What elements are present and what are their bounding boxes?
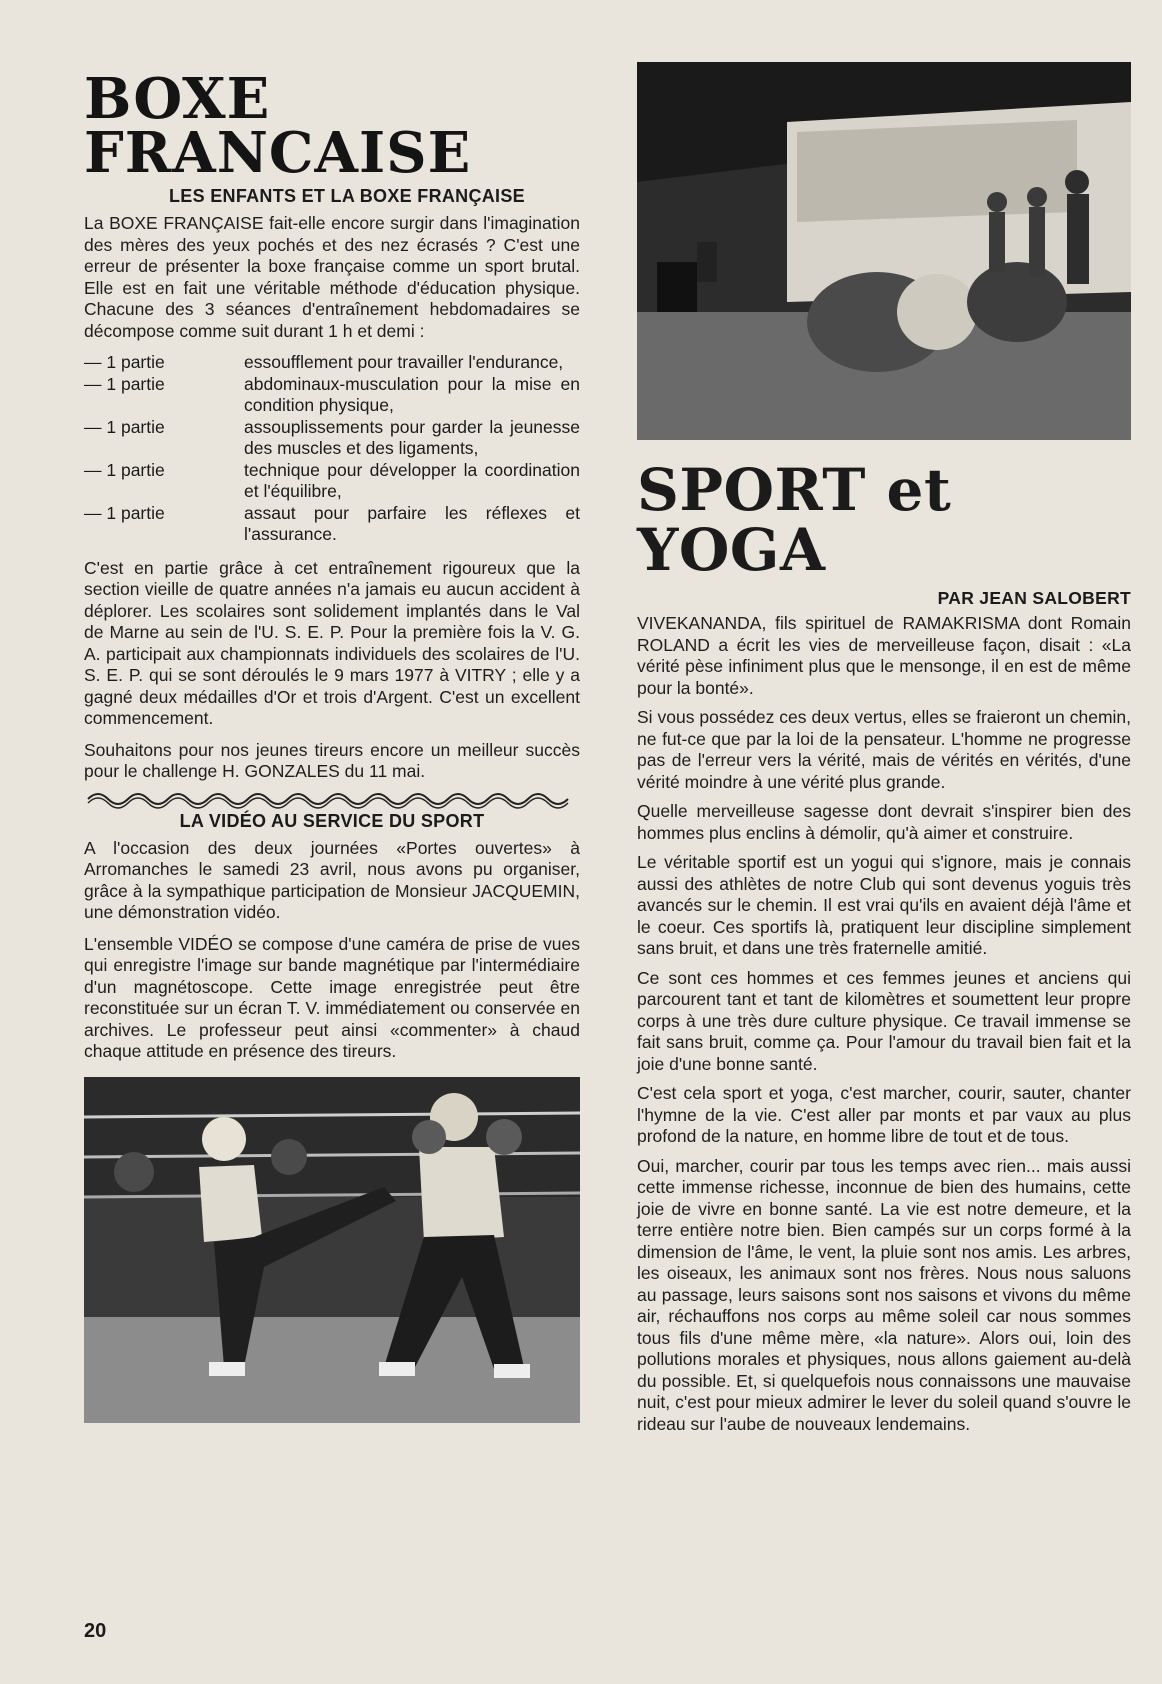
list-item — [84, 503, 580, 546]
boxe-title-line2: FRANCAISE — [84, 120, 472, 186]
list-item-text: technique pour développer la coordination et l'équilibre, — [244, 459, 580, 501]
yoga-paragraph: Le véritable sportif est un yogui qui s'ignore, mais je connais aussi des athlètes de notre Club qui sont devenus yoguis très avancés sur le chemin. Il est vrai qu'ils en avaient déjà l'âme et le coeur. Ces sportifs là, pratiquent leur discipline simplement sans bruit, et dans une très fraternelle amitié. — [637, 852, 1131, 958]
list-item-text: essoufflement pour travailler l'endurance, — [244, 352, 564, 372]
list-item-label: — 1 partie — [84, 502, 165, 523]
list-item-label: — 1 partie — [84, 373, 165, 394]
boxing-kids-illustration — [84, 1077, 580, 1423]
left-column — [84, 62, 580, 1423]
list-item — [84, 417, 580, 460]
video-heading: LA VIDÉO AU SERVICE DU SPORT — [179, 810, 485, 831]
list-item — [84, 374, 580, 417]
yoga-class-illustration — [637, 62, 1131, 440]
video-paragraph-2: L'ensemble VIDÉO se compose d'une caméra de prise de vues qui enregistre l'image sur bande magnétique par l'intermédiaire d'un magnétoscope. Cette image enregistrée peut être reconstituée sur un écran T. V. immédiatement ou conservée en archives. Le professeur peut ainsi «commenter» à chaud chaque attitude en présence des tireurs. — [84, 933, 580, 1061]
sport-yoga-title: SPORT et YOGA — [637, 456, 952, 584]
yoga-paragraph: Quelle merveilleuse sagesse dont devrait s'inspirer bien des hommes plus enclins à démolir, qu'à aimer et construire. — [637, 801, 1131, 843]
list-item — [84, 460, 580, 503]
author-byline: PAR JEAN SALOBERT — [937, 588, 1131, 608]
yoga-paragraph: VIVEKANANDA, fils spirituel de RAMAKRISMA dont Romain ROLAND a écrit les vies de merveilleuse façon, disait : «La vérité pèse infiniment plus que le mensonge, il en est de même pour la bonté». — [637, 613, 1131, 698]
boxe-subtitle: LES ENFANTS ET LA BOXE FRANÇAISE — [169, 186, 525, 206]
list-item-text: assouplissements pour garder la jeunesse des muscles et des ligaments, — [244, 416, 580, 458]
list-item — [84, 352, 580, 374]
boxe-title-line1: BOXE — [84, 66, 271, 132]
list-item-label: — 1 partie — [84, 459, 165, 480]
video-paragraph-1: A l'occasion des deux journées «Portes ouvertes» à Arromanches le samedi 23 avril, nous avons pu organiser, grâce à la sympathique participation de Monsieur JACQUEMIN, une démonstration vidéo. — [84, 837, 580, 922]
boxe-intro: La BOXE FRANÇAISE fait-elle encore surgir dans l'imagination des mères des yeux pochés et des nez écrasés ? C'est une erreur de présenter la boxe française comme un sport brutal. Elle est en fait une véritable méthode d'éducation physique. Chacune des 3 séances d'entraînement hebdomadaires se décompose comme suit durant 1 h et demi : — [84, 213, 580, 341]
boxe-paragraph-3: Souhaitons pour nos jeunes tireurs encore un meilleur succès pour le challenge H. GONZALES du 11 mai. — [84, 739, 580, 781]
yoga-paragraph: Si vous possédez ces deux vertus, elles se fraieront un chemin, ne fut-ce que par la loi de la pensateur. L'homme ne progresse pas de l'erreur vers la vérité, mais de vérités en vérités, d'une vérité moindre à une vérité plus grande. — [637, 707, 1131, 792]
yoga-class-photo — [637, 62, 1131, 440]
list-item-text: assaut pour parfaire les réflexes et l'assurance. — [244, 502, 580, 544]
yoga-paragraph: Oui, marcher, courir par tous les temps avec rien... mais aussi cette immense richesse, inconnue de bien des humains, cette joie de vivre en bonne santé. La vie est notre demeure, et la terre entière notre bien. Bien campés sur un corps formé à la dimension de l'âme, le vent, la pluie sont nos amis. Les arbres, les oiseaux, les animaux sont nos frères. Nous nous saluons au passage, leurs saisons sont nos saisons et vivons du même air, réchauffons nos corps au même soleil car nous sommes tous fils d'une même mère, «la nature». Alors oui, loin des pollutions morales et physiques, nous allons gaiement au-delà du possible. Et, si quelquefois nous connaissons une mauvaise nuit, c'est pour mieux admirer le lever du soleil quand s'ouvre le rideau sur l'aube de nouveaux lendemains. — [637, 1155, 1131, 1434]
right-column — [637, 62, 1131, 1435]
yoga-paragraph: Ce sont ces hommes et ces femmes jeunes et anciens qui parcourent tant et tant de kilomètres et soumettent leur propre corps à une très dure culture physique. Ce travail immense se fait sans bruit, comme ça. Pour l'amour du travail bien fait et la joie d'une bonne santé. — [637, 967, 1131, 1074]
list-item-text: abdominaux-musculation pour la mise en condition physique, — [244, 373, 580, 415]
list-item-label: — 1 partie — [84, 416, 165, 437]
yoga-paragraph: C'est cela sport et yoga, c'est marcher, courir, sauter, chanter l'hymne de la vie. C'est aller par monts et par vaux au plus profond de la nature, en homme libre de tout et de tous. — [637, 1083, 1131, 1146]
list-item-label: — 1 partie — [84, 352, 165, 372]
wavy-divider — [84, 787, 580, 811]
boxing-kids-photo — [84, 1077, 580, 1423]
training-list — [84, 352, 580, 546]
page-number: 20 — [84, 1620, 107, 1642]
boxe-paragraph-2: C'est en partie grâce à cet entraînement rigoureux que la section vieille de quatre années n'a jamais eu aucun accident à déplorer. Les scolaires sont solidement implantés dans le Val de Marne au sein de l'U. S. E. P. Pour la première fois la V. G. A. participait aux championnats individuels des scolaires de l'U. S. E. P. qui se sont déroulés le 9 mars 1977 à VITRY ; elle y a gagné deux médailles d'Or et trois d'Argent. C'est un excellent commencement. — [84, 557, 580, 728]
